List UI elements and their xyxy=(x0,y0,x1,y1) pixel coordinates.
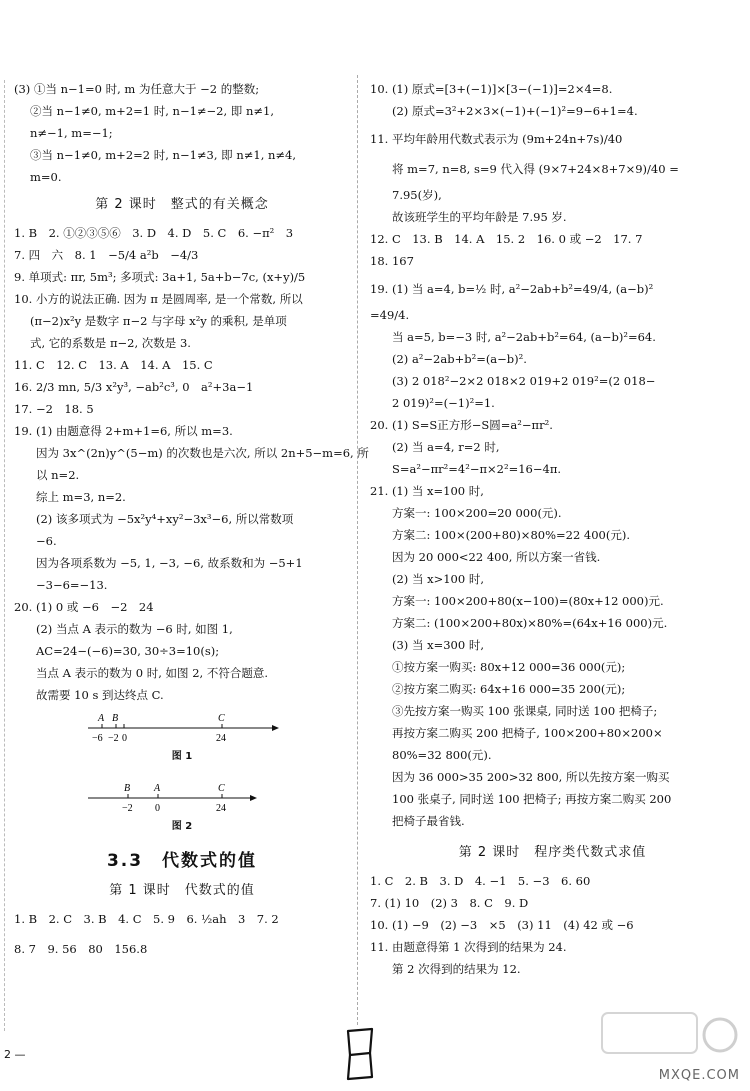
figure-2-caption: 图 2 xyxy=(171,821,193,832)
fig2-tick-label: 24 xyxy=(216,803,226,814)
answer-line: 方案二: (100×200+80x)×80%=(64x+16 000)元. xyxy=(392,616,668,630)
fig2-label-a: A xyxy=(154,783,161,794)
fig1-label-c: C xyxy=(218,713,225,724)
fig2-label-b: B xyxy=(124,783,131,794)
answer-line: 20. (1) S=S正方形−S圆=a²−πr². xyxy=(370,418,553,432)
fig2-tick-label: −2 xyxy=(122,803,133,814)
binding-margin xyxy=(4,80,5,1031)
answer-line: (3) ①当 n−1=0 时, m 为任意大于 −2 的整数; xyxy=(14,82,260,96)
answer-line: 20. (1) 0 或 −6 −2 24 xyxy=(14,600,154,614)
answer-line: 8. 7 9. 56 80 156.8 xyxy=(14,942,148,956)
fig1-tick-label: 24 xyxy=(216,733,226,744)
answer-line: 7. (1) 10 (2) 3 8. C 9. D xyxy=(370,896,529,910)
answer-line: 方案二: 100×(200+80)×80%=22 400(元). xyxy=(392,528,631,542)
answer-line: 11. C 12. C 13. A 14. A 15. C xyxy=(14,358,213,372)
answer-line: 7. 四 六 8. 1 −5/4 a²b −4/3 xyxy=(14,248,199,262)
number-line-figure-1 xyxy=(82,710,282,744)
answer-line: 10. (1) −9 (2) −3 ×5 (3) 11 (4) 42 或 −6 xyxy=(370,918,634,932)
answer-line: S=a²−πr²=4²−π×2²=16−4π. xyxy=(392,462,562,476)
answer-line: 因为 3x^(2n)y^(5−m) 的次数也是六次, 所以 2n+5−m=6, 所 xyxy=(36,446,369,460)
answer-line: 1. C 2. B 3. D 4. −1 5. −3 6. 60 xyxy=(370,874,591,888)
answer-line: 综上 m=3, n=2. xyxy=(36,490,126,504)
answer-line: (2) 原式=3²+2×3×(−1)+(−1)²=9−6+1=4. xyxy=(392,104,638,118)
answer-line: 将 m=7, n=8, s=9 代入得 (9×7+24×8+7×9)/40 = xyxy=(392,162,679,176)
answer-line: 因为各项系数为 −5, 1, −3, −6, 故系数和为 −5+1 xyxy=(36,556,303,570)
answer-line: (3) 2 018²−2×2 018×2 019+2 019²=(2 018− xyxy=(392,374,656,388)
answer-line: ①按方案一购买: 80x+12 000=36 000(元); xyxy=(392,660,626,674)
watermark-text: MXQE.COM xyxy=(658,1068,740,1083)
answer-line: 100 张桌子, 同时送 100 把椅子; 再按方案二购买 200 xyxy=(392,792,672,806)
answer-line: 10. 小方的说法正确. 因为 π 是圆周率, 是一个常数, 所以 xyxy=(14,292,303,306)
answer-line: 因为 20 000<22 400, 所以方案一省钱. xyxy=(392,550,601,564)
section-title: 3.3 代数式的值 xyxy=(106,851,258,871)
answer-line: 式, 它的系数是 π−2, 次数是 3. xyxy=(30,336,191,350)
answer-line: 方案一: 100×200=20 000(元). xyxy=(392,506,562,520)
answer-line: −6. xyxy=(36,534,57,548)
answer-line: 再按方案二购买 200 把椅子, 100×200+80×200× xyxy=(392,726,663,740)
answer-line: 方案一: 100×200+80(x−100)=(80x+12 000)元. xyxy=(392,594,664,608)
lesson-title: 第 1 课时 代数式的值 xyxy=(109,883,255,898)
answer-line: 第 2 次得到的结果为 12. xyxy=(392,962,521,976)
handwritten-mark-icon xyxy=(340,1025,380,1085)
answer-line: 18. 167 xyxy=(370,254,414,268)
answer-line: (π−2)x²y 是数字 π−2 与字母 x²y 的乘积, 是单项 xyxy=(30,314,287,328)
answer-line: 当点 A 表示的数为 0 时, 如图 2, 不符合题意. xyxy=(36,666,268,680)
right-column xyxy=(370,78,735,980)
answer-line: 故该班学生的平均年龄是 7.95 岁. xyxy=(392,210,567,224)
answer-line: 因为 36 000>35 200>32 800, 所以先按方案一购买 xyxy=(392,770,670,784)
answer-line: 21. (1) 当 x=100 时, xyxy=(370,484,484,498)
answer-line: (2) 当点 A 表示的数为 −6 时, 如图 1, xyxy=(36,622,233,636)
answer-line: 12. C 13. B 14. A 15. 2 16. 0 或 −2 17. 7 xyxy=(370,232,643,246)
answer-line: 16. 2/3 mn, 5/3 x²y³, −ab²c³, 0 a²+3a−1 xyxy=(14,380,254,394)
answer-line: 2 019)²=(−1)²=1. xyxy=(392,396,495,410)
answer-line: ③先按方案一购买 100 张课桌, 同时送 100 把椅子; xyxy=(392,704,658,718)
answer-line: 故需要 10 s 到达终点 C. xyxy=(36,688,164,702)
answer-line: 17. −2 18. 5 xyxy=(14,402,94,416)
answer-line: 11. 平均年龄用代数式表示为 (9m+24n+7s)/40 xyxy=(370,132,623,146)
fig2-tick-label: 0 xyxy=(155,803,160,814)
answer-line: (2) 该多项式为 −5x²y⁴+xy²−3x³−6, 所以常数项 xyxy=(36,512,294,526)
answer-line: m=0. xyxy=(30,170,62,184)
answer-line: 1. B 2. C 3. B 4. C 5. 9 6. ½ah 3 7. 2 xyxy=(14,912,279,926)
answer-line: 19. (1) 当 a=4, b=½ 时, a²−2ab+b²=49/4, (a−b)² xyxy=(370,282,654,296)
answer-line: ②当 n−1≠0, m+2=1 时, n−1≠−2, 即 n≠1, xyxy=(30,104,274,118)
answer-line: −3−6=−13. xyxy=(36,578,108,592)
answer-line: ②按方案二购买: 64x+16 000=35 200(元); xyxy=(392,682,626,696)
left-column xyxy=(14,78,369,960)
lesson-title: 第 2 课时 程序类代数式求值 xyxy=(458,845,647,860)
figure-1-caption: 图 1 xyxy=(171,751,193,762)
fig1-label-b: B xyxy=(112,713,119,724)
fig1-tick-label: 0 xyxy=(122,733,127,744)
fig2-label-c: C xyxy=(218,783,225,794)
answer-line: (2) 当 x>100 时, xyxy=(392,572,484,586)
answer-line: 19. (1) 由题意得 2+m+1=6, 所以 m=3. xyxy=(14,424,233,438)
answer-line: 80%=32 800(元). xyxy=(392,748,492,762)
answer-line: (3) 当 x=300 时, xyxy=(392,638,484,652)
fig1-tick-label: −2 xyxy=(108,733,119,744)
answer-line: (2) a²−2ab+b²=(a−b)². xyxy=(392,352,527,366)
answer-line: 1. B 2. ①②③⑤⑥ 3. D 4. D 5. C 6. −π² 3 xyxy=(14,226,294,240)
page-number: 2 — xyxy=(4,1048,26,1061)
lesson-title: 第 2 课时 整式的有关概念 xyxy=(95,197,269,212)
answer-line: AC=24−(−6)=30, 30÷3=10(s); xyxy=(36,644,220,658)
answer-line: =49/4. xyxy=(370,308,410,322)
fig1-label-a: A xyxy=(98,713,105,724)
answer-line: 7.95(岁), xyxy=(392,188,442,202)
answer-line: 11. 由题意得第 1 次得到的结果为 24. xyxy=(370,940,567,954)
number-line-figure-2 xyxy=(82,780,282,814)
fig1-tick-label: −6 xyxy=(92,733,103,744)
answer-line: ③当 n−1≠0, m+2=2 时, n−1≠3, 即 n≠1, n≠4, xyxy=(30,148,297,162)
answer-line: 把椅子最省钱. xyxy=(392,814,465,828)
answer-line: 以 n=2. xyxy=(36,468,80,482)
answer-line: 当 a=5, b=−3 时, a²−2ab+b²=64, (a−b)²=64. xyxy=(392,330,656,344)
column-divider xyxy=(357,75,358,1025)
answer-line: (2) 当 a=4, r=2 时, xyxy=(392,440,500,454)
answer-line: n≠−1, m=−1; xyxy=(30,126,113,140)
answer-line: 9. 单项式: πr, 5m³; 多项式: 3a+1, 5a+b−7c, (x+y)/5 xyxy=(14,270,306,284)
answer-line: 10. (1) 原式=[3+(−1)]×[3−(−1)]=2×4=8. xyxy=(370,82,613,96)
